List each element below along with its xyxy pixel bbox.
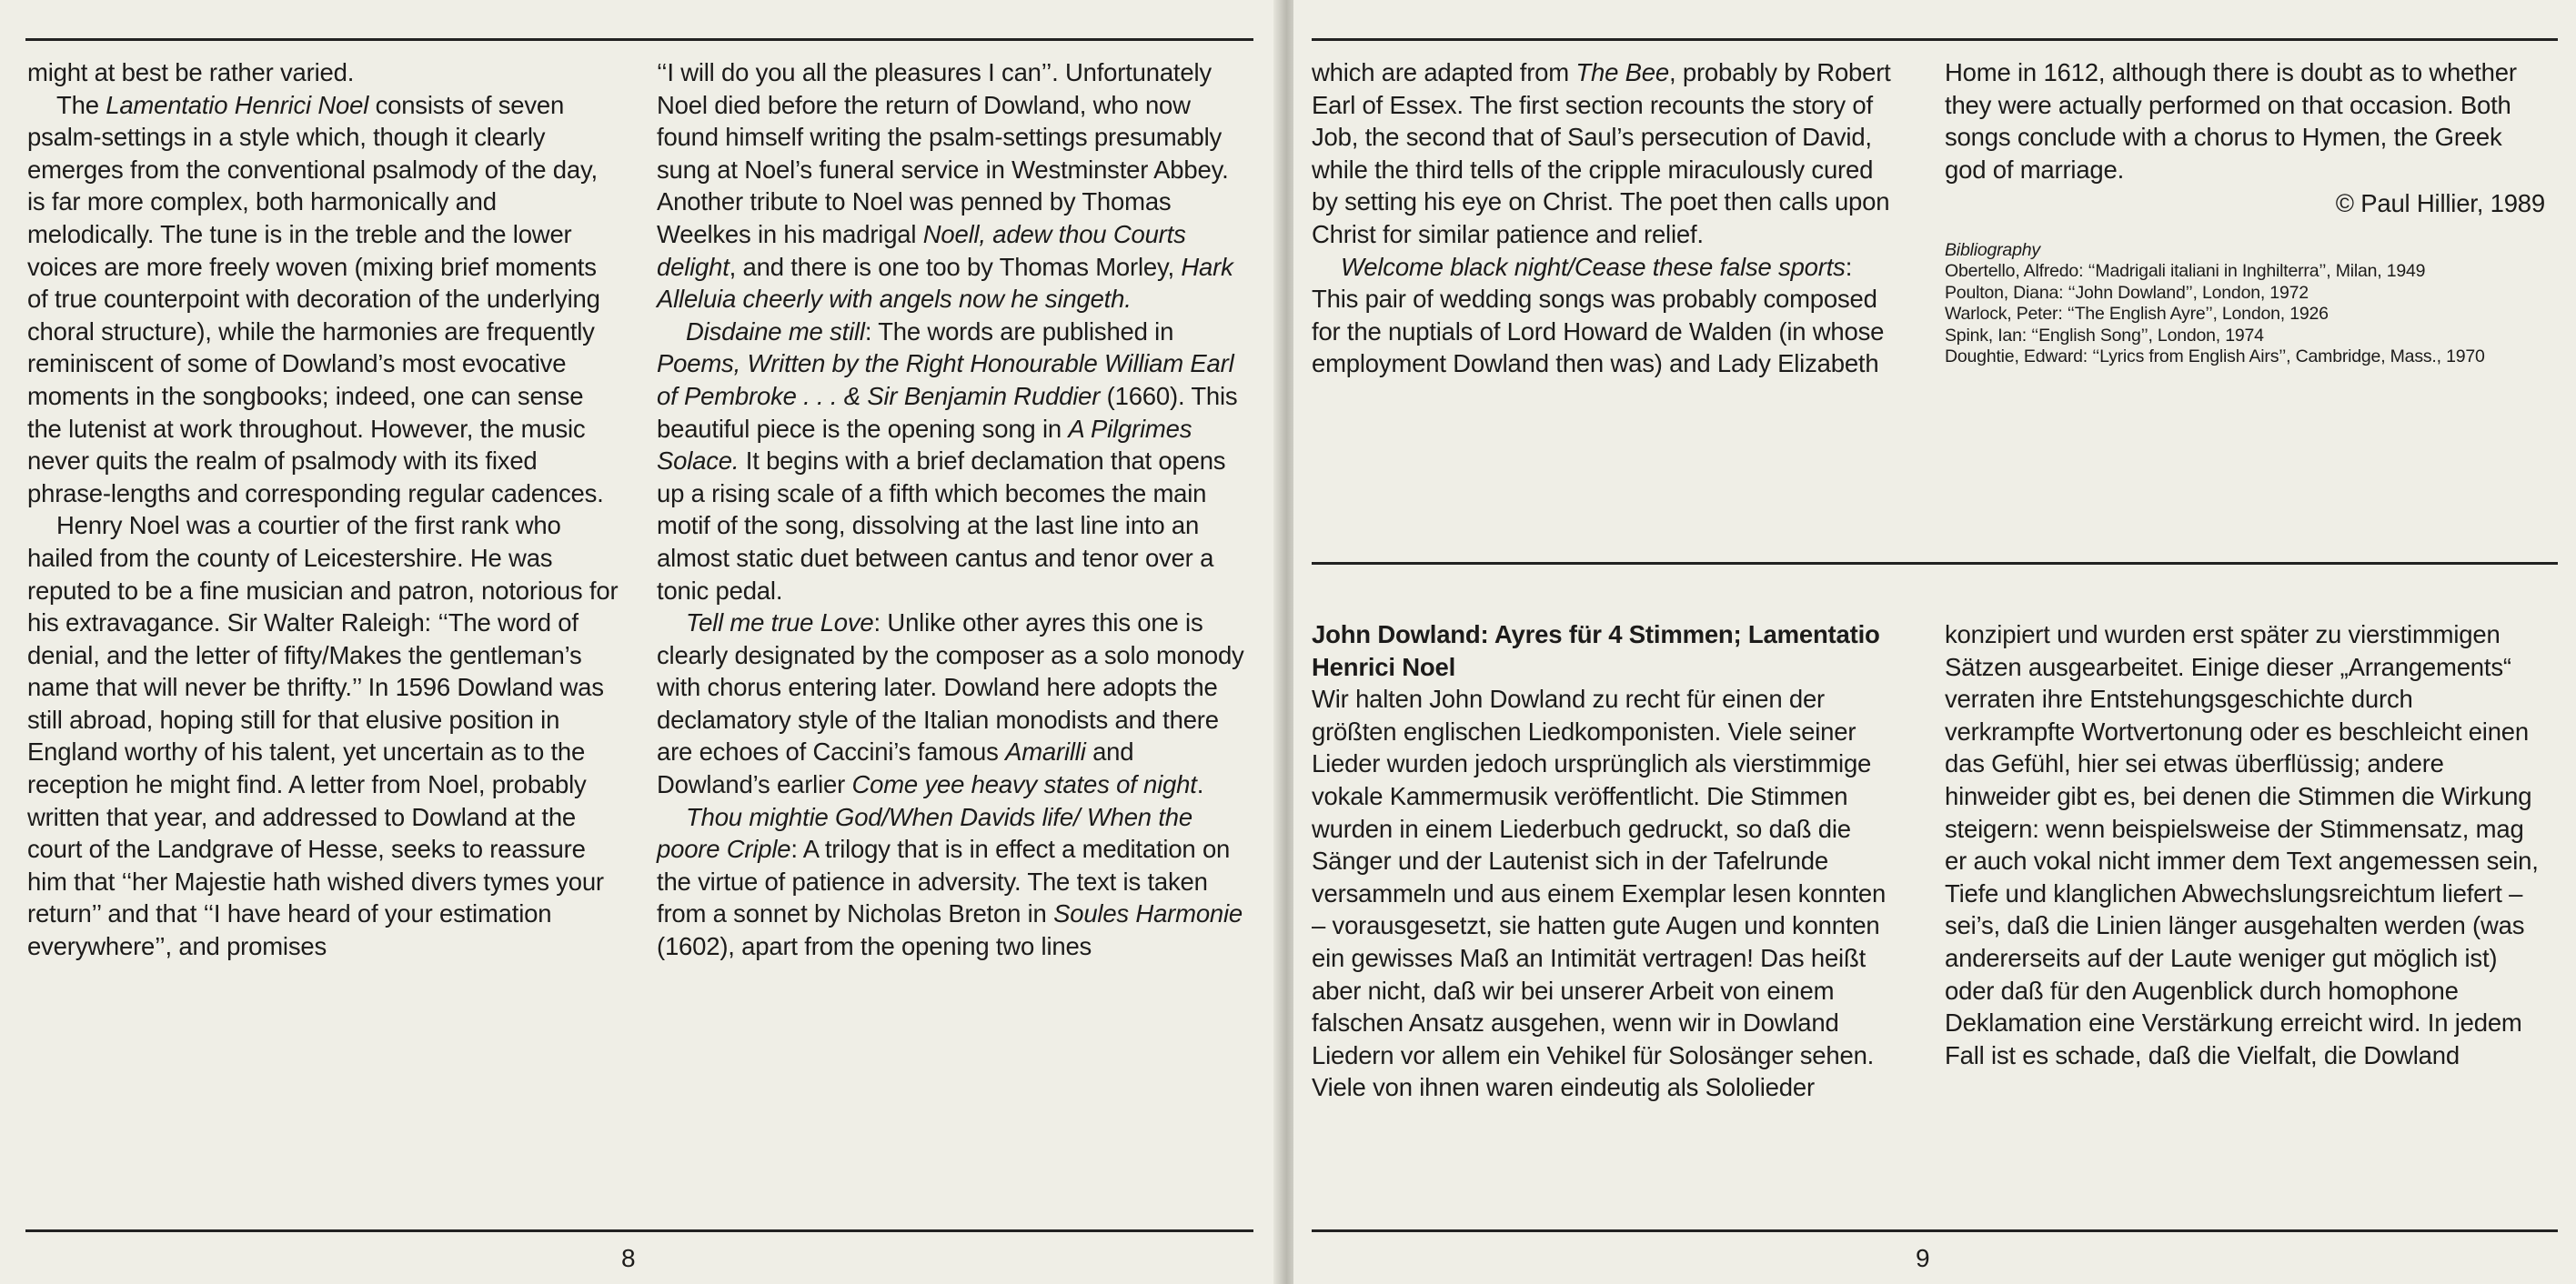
right-column-1 xyxy=(1312,56,1901,380)
bibliography-entry: Obertello, Alfredo: ‘‘Madrigali italiani in Inghilterra’’, Milan, 1949 xyxy=(1945,261,2426,282)
page-number: 8 xyxy=(621,1244,636,1272)
page-number: 9 xyxy=(1916,1244,1930,1272)
german-column-1 xyxy=(1312,618,1903,1104)
page-left xyxy=(0,0,1283,1284)
german-heading: John Dowland: Ayres für 4 Stimmen; Lamentatio Henrici Noel xyxy=(1312,620,1880,681)
page-right xyxy=(1293,0,2576,1284)
top-rule xyxy=(25,38,1253,41)
left-column-1 xyxy=(27,56,619,963)
bibliography-entry: Spink, Ian: ‘‘English Song’’, London, 1974 xyxy=(1945,325,2264,346)
paragraph: Thou mightie God/When Davids life/ When the poore Criple: A trilogy that is in effect a meditation on the virtue of patience in adversity. The text is taken from a sonnet by Nicholas Breton in Soules Harmonie (1602), apart from the opening two lines xyxy=(657,802,1243,961)
paragraph: The Lamentatio Henrici Noel consists of seven psalm-settings in a style which, though it clearly emerges from the conventional psalmody of the day, is far more complex, both harmonically and melodically. The tune is in the treble and the lower voices are more freely woven (mixing brief moments of true counterpoint with decoration of the underlying choral structure), while the harmonies are frequently reminiscent of some of Dowland’s most evocative moments in the songbooks; indeed, one can sense the lutenist at work throughout. However, the music never quits the realm of psalmody with its fixed phrase-lengths and corresponding regular cadences. xyxy=(27,90,604,507)
paragraph: Home in 1612, although there is doubt as to whether they were actually performed on that occasion. Both songs conclude with a chorus to Hymen, the Greek god of marriage. xyxy=(1945,58,2517,184)
german-text: konzipiert und wurden erst später zu vierstimmigen Sätzen ausgearbeitet. Einige dieser „Arrangements“ verraten ihre Entstehungsgeschichte durch verkrampfte Wortvertonung oder es beschleicht einen das Gefühl, hier sei etwas überflüssig; andere hinweider gibt es, bei denen die Stimmen die Wirkung steigern: wenn beispielsweise der Stimmensatz, mag er auch vokal nicht immer dem Text angemessen sein, Tiefe und klanglichen Abwechslungsreichtum liefert – sei’s, daß die Linien länger ausgehalten werden (was andererseits auf der Laute weniger gut möglich ist) oder daß für den Augenblick durch homophone Deklamation eine Verstärkung erreicht wird. In jedem Fall ist es schade, daß die Vielfalt, die Dowland xyxy=(1945,620,2539,1069)
paragraph: Henry Noel was a courtier of the first rank who hailed from the county of Leicestershire. He was reputed to be a fine musician and patron, notorious for his extravagance. Sir Walter Raleigh: ‘‘The word of denial, and the letter of fifty/Makes the gentleman’s name that will never be thrifty.’’ In 1596 Dowland was still abroad, hoping still for that elusive position in England worthy of his talent, yet uncertain as to the reception he might find. A letter from Noel, probably written that year, and addressed to Dowland at the court of the Landgrave of Hesse, seeks to reassure him that ‘‘her Majestie hath wished divers tymes your return’’ and that ‘‘I have heard of your estimation everywhere’’, and promises xyxy=(27,511,619,961)
copyright-credit: © Paul Hillier, 1989 xyxy=(2335,189,2545,218)
paragraph: Welcome black night/Cease these false sports: This pair of wedding songs was probably composed for the nuptials of Lord Howard de Walden (in whose employment Dowland then was) and Lady Elizabeth xyxy=(1312,252,1885,378)
bibliography xyxy=(1945,240,2545,368)
paragraph: Tell me true Love: Unlike other ayres this one is clearly designated by the composer as a solo monody with chorus entering later. Dowland here adopts the declamatory style of the Italian monodists and there are echoes of Caccini’s famous Amarilli and Dowland’s earlier Come yee heavy states of night. xyxy=(657,608,1244,799)
paragraph: ‘‘I will do you all the pleasures I can’’. Unfortunately Noel died before the return of Dowland, who now found himself writing the psalm-settings presumably sung at Noel’s funeral service in Westminster Abbey. Another tribute to Noel was penned by Thomas Weelkes in his madrigal Noell, adew thou Courts delight, and there is one too by Thomas Morley, Hark Alleluia cheerly with angels now he singeth. xyxy=(657,58,1233,314)
paragraph: might at best be rather varied. xyxy=(27,58,355,86)
middle-rule xyxy=(1312,562,2558,565)
top-rule xyxy=(1312,38,2558,41)
bibliography-heading: Bibliography xyxy=(1945,239,2040,260)
closing-paragraph xyxy=(1945,56,2545,186)
right-column-2 xyxy=(1945,56,2545,368)
paragraph: Disdaine me still: The words are published in Poems, Written by the Right Honourable William Earl of Pembroke . . . & Sir Benjamin Ruddier (1660). This beautiful piece is the opening song in A Pilgrimes Solace. It begins with a brief declamation that opens up a rising scale of a fifth which becomes the main motif of the song, dissolving at the last line into an almost static duet between cantus and tenor over a tonic pedal. xyxy=(657,316,1238,605)
paragraph: which are adapted from The Bee, probably by Robert Earl of Essex. The first section recounts the story of Job, the second that of Saul’s persecution of David, while the third tells of the cripple miraculously cured by setting his eye on Christ. The poet then calls upon Christ for similar patience and relief. xyxy=(1312,58,1891,248)
bibliography-entry: Warlock, Peter: ‘‘The English Ayre’’, London, 1926 xyxy=(1945,304,2329,325)
bibliography-entry: Poulton, Diana: ‘‘John Dowland’’, London, 1972 xyxy=(1945,282,2309,303)
left-column-2 xyxy=(657,56,1248,963)
bibliography-entry: Doughtie, Edward: ‘‘Lyrics from English Airs’’, Cambridge, Mass., 1970 xyxy=(1945,346,2485,367)
german-text: Wir halten John Dowland zu recht für einen der größten englischen Liedkomponisten. Viele seiner Lieder wurden jedoch ursprünglich als vierstimmige vokale Kammermusik veröffentlicht. Die Stimmen wurden in einem Liederbuch gedruckt, so daß die Sänger und der Lautenist sich in der Tafelrunde versammeln und aus einem Exemplar lesen konnten – vorausgesetzt, sie hatten gute Augen und konnten ein gewisses Maß an Intimität vertragen! Das heißt aber nicht, daß wir bei unserer Arbeit von einem falschen Ansatz ausgehen, wenn wir in Dowland Liedern vor allem ein Vehikel für Solosänger sehen. Viele von ihnen waren eindeutig als Sololieder xyxy=(1312,685,1887,1102)
bottom-rule xyxy=(25,1229,1253,1232)
bottom-rule xyxy=(1312,1229,2558,1232)
german-column-2 xyxy=(1945,618,2545,1071)
